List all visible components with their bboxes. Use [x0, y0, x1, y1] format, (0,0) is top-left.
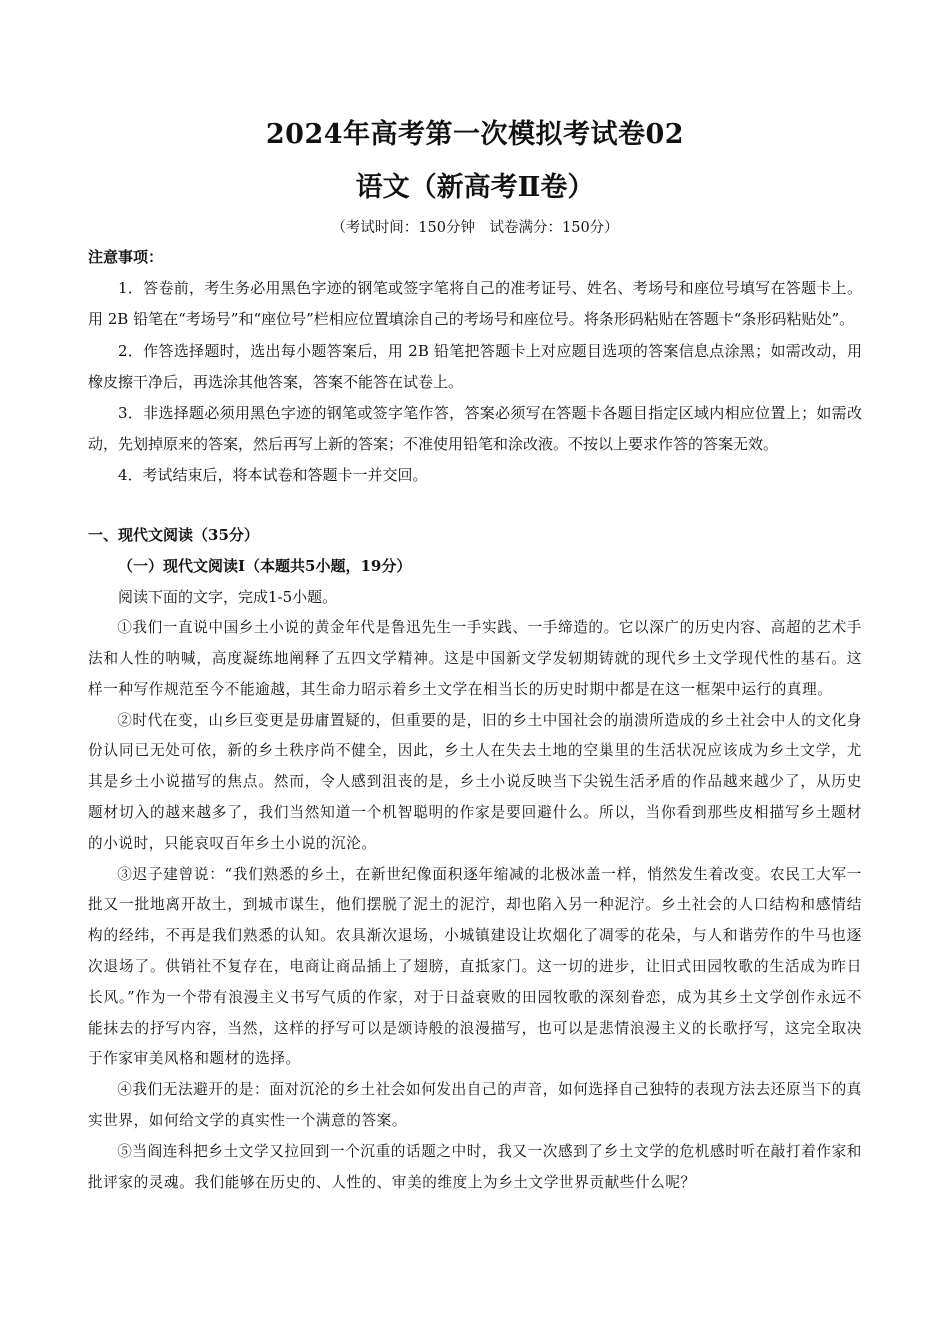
notice-item: 4．考试结束后，将本试卷和答题卡一并交回。	[118, 466, 428, 485]
passage-paragraph: ⑤当阎连科把乡土文学又拉回到一个沉重的话题之中时，我又一次感到了乡土文学的危机感时听在敲打着作家和批评家的灵魂。我们能够在历史的、人性的、审美的维度上为乡土文学世界贡献些什么呢？	[88, 1142, 862, 1191]
notice-item: 2．作答选择题时，选出每小题答案后，用 2B 铅笔把答题卡上对应题目选项的答案信息点涂黑；如需改动，用橡皮擦干净后，再选涂其他答案，答案不能答在试卷上。	[88, 341, 862, 391]
passage-paragraph: ②时代在变，山乡巨变更是毋庸置疑的，但重要的是，旧的乡土中国社会的崩溃所造成的乡土社会中人的文化身份认同已无处可依，新的乡土秩序尚不健全，因此，乡土人在失去土地的空巢里的生活状况应该成为乡土文学，尤其是乡土小说描写的焦点。然而，令人感到沮丧的是，乡土小说反映当下尖锐生活矛盾的作品越来越少了，从历史题材切入的越来越多了，我们当然知道一个机智聪明的作家是要回避什么。所以，当你看到那些皮相描写乡土题材的小说时，只能哀叹百年乡土小说的沉沦。	[88, 711, 862, 852]
notice-item: 3．非选择题必须用黑色字迹的钢笔或签字笔作答，答案必须写在答题卡各题目指定区域内相应位置上；如需改动，先划掉原来的答案，然后再写上新的答案；不准使用铅笔和涂改液。不按以上要求作答的答案无效。	[88, 404, 862, 454]
reading-instruction: 阅读下面的文字，完成1-5小题。	[118, 588, 338, 607]
exam-body	[88, 242, 862, 1198]
exam-info: （考试时间：150分钟 试卷满分：150分）	[331, 220, 619, 236]
passage-paragraph: ③迟子建曾说：“我们熟悉的乡土，在新世纪像面积逐年缩减的北极冰盖一样，悄然发生着改变。农民工大军一批又一批地离开故土，到城市谋生，他们摆脱了泥土的泥泞，却也陷入另一种泥泞。乡土社会的人口结构和感情结构的经纬，不再是我们熟悉的认知。农具渐次退场，小城镇建设让坎烟化了凋零的花朵，与人和谐劳作的牛马也逐次退场了。供销社不复存在，电商让商品插上了翅膀，直抵家门。这一切的进步，让旧式田园牧歌的生活成为昨日长风。”作为一个带有浪漫主义书写气质的作家，对于日益衰败的田园牧歌的深刻眷恋，成为其乡土文学创作永远不能抹去的抒写内容，当然，这样的抒写可以是颂诗般的浪漫描写，也可以是悲情浪漫主义的长歌抒写，这完全取决于作家审美风格和题材的选择。	[88, 865, 862, 1068]
exam-title: 2024年高考第一次模拟考试卷02	[265, 119, 685, 150]
notice-item: 1．答卷前，考生务必用黑色字迹的钢笔或签字笔将自己的准考证号、姓名、考场号和座位号填写在答题卡上。用 2B 铅笔在“考场号”和“座位号”栏相应位置填涂自己的考场号和座位号。将条形码粘贴在答题卡“条形码粘贴处”。	[88, 279, 862, 329]
passage-paragraph: ④我们无法避开的是：面对沉沦的乡土社会如何发出自己的声音，如何选择自己独特的表现方法去还原当下的真实世界，如何给文学的真实性一个满意的答案。	[88, 1081, 862, 1129]
subsection-title: （一）现代文阅读Ⅰ（本题共5小题，19分）	[118, 556, 412, 575]
notice-title: 注意事项：	[88, 248, 164, 266]
section-title: 一、现代文阅读（35分）	[88, 525, 259, 544]
reading-passage	[88, 613, 862, 1198]
passage-paragraph: ①我们一直说中国乡土小说的黄金年代是鲁迅先生一手实践、一手缔造的。它以深广的历史内容、高超的艺术手法和人性的呐喊，高度凝练地阐释了五四文学精神。这是中国新文学发轫期铸就的现代乡土文学现代性的基石。这样一种写作规范至今不能逾越，其生命力昭示着乡土文学在相当长的历史时期中都是在这一框架中运行的真理。	[88, 619, 862, 698]
exam-subtitle: 语文（新高考Ⅱ卷）	[355, 172, 595, 203]
